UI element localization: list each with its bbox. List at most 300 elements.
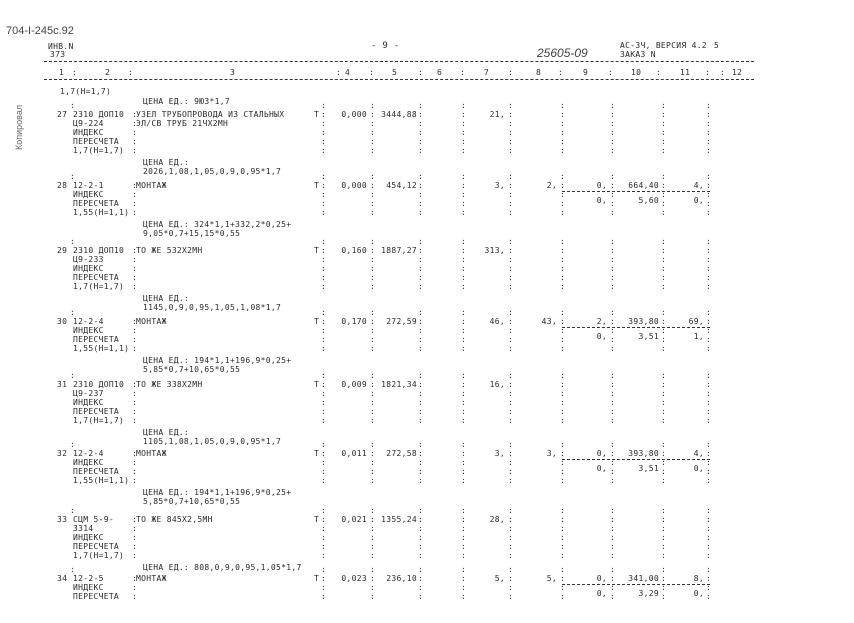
column-separator: : <box>461 398 467 407</box>
column-separator: : <box>370 440 376 449</box>
column-separator: : <box>661 398 667 407</box>
entry-colon: : <box>132 199 138 208</box>
column-separator: : <box>370 476 376 485</box>
column-separator: : <box>461 190 467 199</box>
column-separator: : <box>661 273 667 282</box>
column-separator: : <box>321 371 327 380</box>
page-number: - 9 - <box>371 41 400 51</box>
entry-number: 32 <box>57 449 68 458</box>
column-separator: : <box>418 190 424 199</box>
column-separator: : <box>461 574 467 583</box>
column-separator: : <box>321 344 327 353</box>
column-separator: : <box>370 137 376 146</box>
entry-code-line: 12-2-4 <box>73 317 104 326</box>
column-separator: : <box>610 592 616 601</box>
column-separator: : <box>418 467 424 476</box>
price-calculation: ЦЕНА ЕД.: <box>143 294 190 303</box>
column-separator: : <box>661 308 667 317</box>
entry-unit: Т <box>314 181 320 190</box>
entry-code-line: 2310 ДОП10 <box>73 110 125 119</box>
column-separator: : <box>461 407 467 416</box>
column-separator: : <box>418 398 424 407</box>
column-separator: : <box>661 255 667 264</box>
entry-price: 272,59 <box>386 317 417 326</box>
column-separator: : <box>706 565 712 574</box>
price-calculation: 1105,1,08,1,05,0,9,0,95*1,7 <box>143 437 282 446</box>
column-separator: : <box>560 137 566 146</box>
entry-name-line: МОНТАЖ <box>136 317 167 326</box>
column-separator: : <box>706 199 712 208</box>
column-separator: : <box>336 68 342 77</box>
column-separator: : <box>461 416 467 425</box>
entry-code-line: Ц9-224 <box>73 119 104 128</box>
column-separator: : <box>560 317 566 326</box>
entry-colon: : <box>132 551 138 560</box>
column-separator: : <box>321 467 327 476</box>
entry-lead-colon: : <box>70 506 76 515</box>
column-separator: : <box>560 380 566 389</box>
entry-price: 1355,24 <box>381 515 417 524</box>
column-separator: : <box>370 246 376 255</box>
column-separator: : <box>370 449 376 458</box>
column-separator: : <box>461 172 467 181</box>
entry-colon: : <box>132 264 138 273</box>
price-calculation: 5,85*0,7+10,65*0,55 <box>143 497 241 506</box>
column-separator: : <box>461 264 467 273</box>
entry-col9: 2, <box>596 317 607 326</box>
column-separator: : <box>370 407 376 416</box>
column-separator: : <box>706 449 712 458</box>
column-separator: : <box>661 146 667 155</box>
column-separator: : <box>461 255 467 264</box>
inventory-label: ИНВ.N <box>48 42 74 51</box>
entry-quantity: 0,009 <box>341 380 367 389</box>
column-number: 3 <box>230 68 236 77</box>
column-separator: : <box>706 137 712 146</box>
column-separator: : <box>706 273 712 282</box>
column-separator: : <box>461 476 467 485</box>
entry-colon: : <box>132 190 138 199</box>
entry-code-line: ИНДЕКС <box>73 458 104 467</box>
entry-unit: Т <box>314 110 320 119</box>
column-separator: : <box>418 515 424 524</box>
column-separator: : <box>610 506 616 515</box>
entry-price: 272,58 <box>386 449 417 458</box>
column-separator: : <box>418 146 424 155</box>
column-separator: : <box>508 237 514 246</box>
entry-code-line: 1,55(Н=1,1) <box>73 344 130 353</box>
column-separator: : <box>321 326 327 335</box>
column-separator: : <box>706 524 712 533</box>
column-separator: : <box>461 282 467 291</box>
entry-col9: 0, <box>596 449 607 458</box>
column-separator: : <box>461 335 467 344</box>
column-separator: : <box>706 282 712 291</box>
entry-colon: : <box>132 416 138 425</box>
column-separator: : <box>461 308 467 317</box>
column-separator: : <box>560 101 566 110</box>
column-separator: : <box>370 574 376 583</box>
column-separator: : <box>461 389 467 398</box>
column-separator: : <box>508 208 514 217</box>
column-separator: : <box>418 389 424 398</box>
column-separator: : <box>706 255 712 264</box>
entry-colon: : <box>132 110 138 119</box>
column-separator: : <box>610 449 616 458</box>
entry-code-line: 1,7(Н=1,7) <box>73 282 125 291</box>
column-separator: : <box>418 119 424 128</box>
column-separator: : <box>706 389 712 398</box>
column-separator: : <box>321 255 327 264</box>
column-separator: : <box>661 524 667 533</box>
entry-colon: : <box>132 533 138 542</box>
entry-name-line: МОНТАЖ <box>136 449 167 458</box>
column-separator: : <box>418 273 424 282</box>
entry-quantity: 0,023 <box>341 574 367 583</box>
column-separator: : <box>610 551 616 560</box>
entry-colon: : <box>132 407 138 416</box>
column-separator: : <box>418 551 424 560</box>
column-separator: : <box>560 583 566 592</box>
column-number: 6 <box>437 68 443 77</box>
column-separator: : <box>560 371 566 380</box>
entry-colon: : <box>132 524 138 533</box>
column-separator: : <box>418 592 424 601</box>
column-separator: : <box>610 237 616 246</box>
column-separator: : <box>508 407 514 416</box>
column-separator: : <box>661 476 667 485</box>
column-separator: : <box>560 440 566 449</box>
column-separator: : <box>661 181 667 190</box>
entry-sub-col9: 0, <box>596 464 607 473</box>
column-separator: : <box>321 533 327 542</box>
entry-code-line: ПЕРЕСЧЕТА <box>73 335 120 344</box>
column-separator: : <box>661 506 667 515</box>
entry-lead-colon: : <box>70 237 76 246</box>
entry-number: 29 <box>57 246 68 255</box>
column-separator: : <box>461 533 467 542</box>
column-separator: : <box>610 574 616 583</box>
entry-code-line: 1,7(Н=1,7) <box>73 416 125 425</box>
entry-price: 454,12 <box>386 181 417 190</box>
column-separator: : <box>610 533 616 542</box>
column-separator: : <box>508 533 514 542</box>
column-separator: : <box>560 119 566 128</box>
column-separator: : <box>560 574 566 583</box>
column-separator: : <box>321 335 327 344</box>
entry-code-line: 2310 ДОП10 <box>73 380 125 389</box>
column-separator: : <box>321 440 327 449</box>
column-separator: : <box>661 467 667 476</box>
entry-colon: : <box>132 137 138 146</box>
column-separator: : <box>460 68 466 77</box>
carryover-price: ЦЕНА ЕД.: 9Ю3*1,7 <box>143 97 230 106</box>
column-number: 2 <box>105 68 111 77</box>
entry-sub-col11: 0, <box>693 196 704 205</box>
column-separator: : <box>508 282 514 291</box>
column-separator: : <box>321 449 327 458</box>
entry-name-line: ЭЛ/СВ ТРУБ 21ЧХ2МН <box>136 119 229 128</box>
column-separator: : <box>369 68 375 77</box>
column-separator: : <box>370 515 376 524</box>
column-separator: : <box>370 110 376 119</box>
entry-price: 1887,27 <box>381 246 417 255</box>
entry-colon: : <box>132 592 138 601</box>
column-separator: : <box>610 565 616 574</box>
entry-col8: 2, <box>546 181 557 190</box>
column-separator: : <box>706 308 712 317</box>
column-separator: : <box>321 273 327 282</box>
column-separator: : <box>461 110 467 119</box>
program-page: 5 <box>714 41 720 50</box>
header-rule-top <box>44 61 754 62</box>
column-separator: : <box>321 110 327 119</box>
column-separator: : <box>418 246 424 255</box>
column-separator: : <box>661 583 667 592</box>
entry-col10: 341,00 <box>628 574 659 583</box>
column-separator: : <box>610 119 616 128</box>
column-separator: : <box>418 317 424 326</box>
column-separator: : <box>608 68 614 77</box>
price-calculation: 5,85*0,7+10,65*0,55 <box>143 365 241 374</box>
price-calculation: 9,05*0,7+15,15*0,55 <box>143 229 241 238</box>
column-separator: : <box>321 515 327 524</box>
entry-colon: : <box>132 398 138 407</box>
entry-name-line: МОНТАЖ <box>136 574 167 583</box>
column-separator: : <box>661 282 667 291</box>
column-separator: : <box>321 317 327 326</box>
column-separator: : <box>508 110 514 119</box>
entry-lead-colon: : <box>70 440 76 449</box>
column-separator: : <box>418 476 424 485</box>
entry-colon: : <box>132 467 138 476</box>
entry-price: 1821,34 <box>381 380 417 389</box>
column-separator: : <box>508 273 514 282</box>
entry-code-line: СЦМ 5-9- <box>73 515 114 524</box>
column-separator: : <box>418 137 424 146</box>
column-separator: : <box>321 190 327 199</box>
column-separator: : <box>370 389 376 398</box>
column-separator: : <box>508 398 514 407</box>
column-separator: : <box>321 542 327 551</box>
column-separator: : <box>461 199 467 208</box>
column-separator: : <box>418 416 424 425</box>
column-separator: : <box>418 199 424 208</box>
column-separator: : <box>370 273 376 282</box>
entry-col11: 4, <box>693 449 704 458</box>
column-number: 7 <box>484 68 490 77</box>
entry-col11: 8, <box>693 574 704 583</box>
column-separator: : <box>461 458 467 467</box>
entry-sub-col9: 0, <box>596 196 607 205</box>
column-separator: : <box>661 137 667 146</box>
column-separator: : <box>461 592 467 601</box>
column-separator: : <box>321 101 327 110</box>
column-separator: : <box>508 551 514 560</box>
column-separator: : <box>560 551 566 560</box>
column-separator: : <box>418 542 424 551</box>
entry-lead-colon: : <box>70 101 76 110</box>
price-calculation: ЦЕНА ЕД.: 194*1,1+196,9*0,25+ <box>143 356 292 365</box>
column-separator: : <box>508 476 514 485</box>
column-separator: : <box>661 440 667 449</box>
entry-code-line: ПЕРЕСЧЕТА <box>73 467 120 476</box>
entry-code-line: Ц9-237 <box>73 389 104 398</box>
column-separator: : <box>661 190 667 199</box>
column-separator: : <box>321 574 327 583</box>
program-version: АС-3Ч, ВЕРСИЯ 4.2 <box>620 41 707 50</box>
column-separator: : <box>370 583 376 592</box>
column-separator: : <box>661 119 667 128</box>
entry-colon: : <box>132 246 138 255</box>
column-separator: : <box>706 407 712 416</box>
entry-quantity: 0,011 <box>341 449 367 458</box>
column-separator: : <box>418 68 424 77</box>
entry-sub-rule <box>562 584 710 585</box>
column-separator: : <box>418 110 424 119</box>
column-separator: : <box>508 128 514 137</box>
entry-code-line: ИНДЕКС <box>73 398 104 407</box>
column-separator: : <box>610 524 616 533</box>
column-separator: : <box>508 190 514 199</box>
column-separator: : <box>560 524 566 533</box>
column-separator: : <box>508 264 514 273</box>
column-separator: : <box>370 282 376 291</box>
document-reference: 704-I-245с.92 <box>6 25 74 37</box>
entry-code-line: 3314 <box>73 524 94 533</box>
entry-name-line: УЗЕЛ ТРУБОПРОВОДА ИЗ СТАЛЬНЫХ <box>136 110 285 119</box>
entry-colon: : <box>132 344 138 353</box>
column-separator: : <box>661 389 667 398</box>
column-separator: : <box>370 308 376 317</box>
column-separator: : <box>508 389 514 398</box>
price-calculation: ЦЕНА ЕД.: <box>143 428 190 437</box>
column-separator: : <box>418 172 424 181</box>
column-separator: : <box>508 101 514 110</box>
entry-sub-col11: 0, <box>693 464 704 473</box>
entry-col7: 3, <box>494 449 505 458</box>
column-separator: : <box>508 255 514 264</box>
column-separator: : <box>560 181 566 190</box>
entry-code-line: 1,7(Н=1,7) <box>73 551 125 560</box>
entry-quantity: 0,000 <box>341 110 367 119</box>
entry-code-line: ИНДЕКС <box>73 533 104 542</box>
column-separator: : <box>661 246 667 255</box>
entry-col7: 313, <box>484 246 505 255</box>
column-separator: : <box>560 542 566 551</box>
column-separator: : <box>610 326 616 335</box>
entry-code-line: ПЕРЕСЧЕТА <box>73 273 120 282</box>
entry-col8: 5, <box>546 574 557 583</box>
column-separator: : <box>321 398 327 407</box>
entry-code-line: ПЕРЕСЧЕТА <box>73 592 120 601</box>
column-separator: : <box>461 137 467 146</box>
entry-name-line: ТО ЖЕ 338Х2МН <box>136 380 203 389</box>
column-separator: : <box>461 344 467 353</box>
column-separator: : <box>560 146 566 155</box>
column-separator: : <box>610 190 616 199</box>
column-separator: : <box>706 190 712 199</box>
column-separator: : <box>560 416 566 425</box>
column-separator: : <box>461 565 467 574</box>
column-separator: : <box>321 181 327 190</box>
column-separator: : <box>370 371 376 380</box>
entry-colon: : <box>132 389 138 398</box>
column-separator: : <box>706 515 712 524</box>
column-separator: : <box>418 371 424 380</box>
entry-col9: 0, <box>596 574 607 583</box>
column-separator: : <box>461 583 467 592</box>
column-number: 1 <box>59 68 65 77</box>
price-calculation: 2026,1,08,1,05,0,9,0,95*1,7 <box>143 167 282 176</box>
column-separator: : <box>661 317 667 326</box>
entry-col11: 69, <box>688 317 704 326</box>
entry-code-line: 1,55(Н=1,1) <box>73 476 130 485</box>
entry-code-line: ИНДЕКС <box>73 190 104 199</box>
column-separator: : <box>661 199 667 208</box>
column-separator: : <box>706 326 712 335</box>
entry-col7: 28, <box>489 515 505 524</box>
column-separator: : <box>560 533 566 542</box>
column-separator: : <box>370 467 376 476</box>
entry-code-line: Ц9-233 <box>73 255 104 264</box>
entry-lead-colon: : <box>70 308 76 317</box>
column-separator: : <box>560 282 566 291</box>
entry-col9: 0, <box>596 181 607 190</box>
entry-sub-rule <box>562 327 710 328</box>
column-separator: : <box>706 506 712 515</box>
column-separator: : <box>321 565 327 574</box>
column-separator: : <box>610 172 616 181</box>
entry-number: 31 <box>57 380 68 389</box>
column-separator: : <box>560 335 566 344</box>
column-separator: : <box>321 380 327 389</box>
column-separator: : <box>560 407 566 416</box>
column-separator: : <box>321 458 327 467</box>
column-separator: : <box>560 458 566 467</box>
column-separator: : <box>508 449 514 458</box>
column-separator: : <box>661 128 667 137</box>
column-separator: : <box>418 524 424 533</box>
entry-col7: 3, <box>494 181 505 190</box>
column-separator: : <box>661 565 667 574</box>
column-separator: : <box>321 416 327 425</box>
column-separator: : <box>661 533 667 542</box>
column-separator: : <box>321 308 327 317</box>
column-separator: : <box>560 592 566 601</box>
entry-lead-colon: : <box>70 371 76 380</box>
column-separator: : <box>321 264 327 273</box>
column-separator: : <box>370 190 376 199</box>
entry-code-line: 1,55(Н=1,1) <box>73 208 130 217</box>
column-separator: : <box>610 467 616 476</box>
column-separator: : <box>418 449 424 458</box>
column-number: 11 <box>680 68 691 77</box>
column-separator: : <box>461 371 467 380</box>
entry-code-line: ПЕРЕСЧЕТА <box>73 407 120 416</box>
entry-code-line: 12-2-1 <box>73 181 104 190</box>
column-separator: : <box>321 246 327 255</box>
column-separator: : <box>508 172 514 181</box>
column-separator: : <box>370 458 376 467</box>
margin-note: Копировал <box>14 104 24 150</box>
column-separator: : <box>418 565 424 574</box>
entry-col7: 21, <box>489 110 505 119</box>
entry-number: 28 <box>57 181 68 190</box>
column-separator: : <box>661 380 667 389</box>
column-separator: : <box>560 398 566 407</box>
entry-colon: : <box>132 181 138 190</box>
